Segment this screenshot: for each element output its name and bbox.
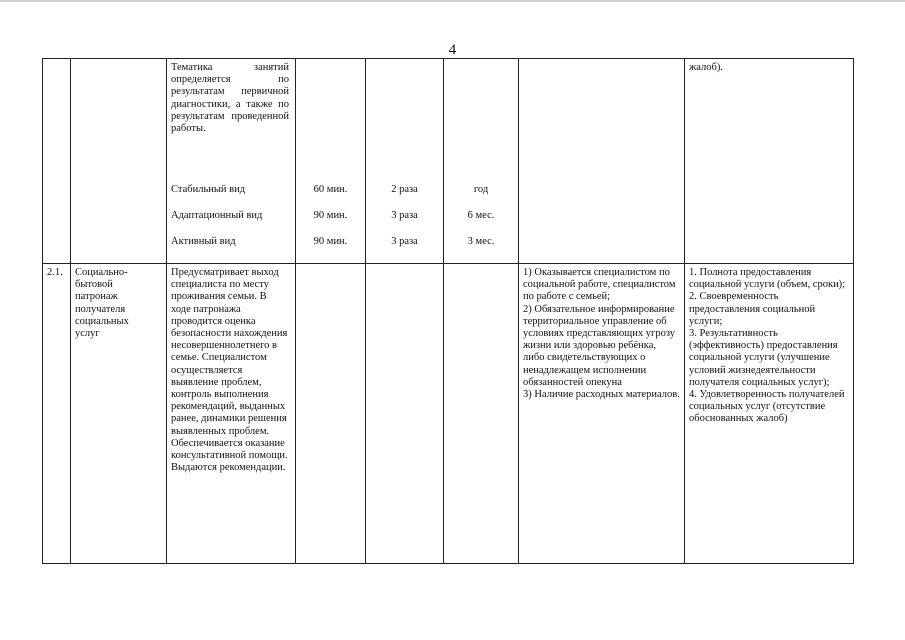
period-cell	[444, 59, 519, 264]
criteria-text: жалоб).	[689, 62, 723, 73]
duration-value: 90 мин.	[313, 236, 348, 247]
service-name-cell	[71, 59, 167, 264]
period-value: 3 мес.	[467, 236, 495, 247]
criteria-cell	[685, 59, 854, 264]
condition-item: 2) Обязательное информирование территориальное управление об условиях представляющих угрозу жизни или здоровью ребёнка, либо свидетельствующих о ненадлежащем исполнении обязанностей опекуна	[523, 303, 675, 388]
conditions-cell	[519, 264, 685, 564]
subrow-label: Адаптационный вид	[171, 210, 263, 221]
num-cell	[43, 59, 71, 264]
period-cell	[444, 264, 519, 564]
description-text: Тематика занятий определяется по результатам первичной диагностики, а также по результатам проведенной работы.	[171, 62, 289, 135]
criteria-item: 2. Своевременность предоставления социальной услуги;	[689, 291, 816, 327]
frequency-cell	[366, 59, 444, 264]
criteria-item: 1. Полнота предоставления социальной услуги (объем, сроки);	[689, 267, 846, 291]
service-name-cell	[71, 264, 167, 564]
num-cell: 2.1.	[43, 264, 71, 564]
description-cell	[167, 59, 296, 264]
criteria-item: 3. Результативность (эффективность) предоставления социальной услуги (улучшение условий жизнедеятельности получателя социальных услуг);	[689, 328, 838, 388]
duration-cell	[296, 264, 366, 564]
frequency-value: 3 раза	[391, 236, 418, 247]
conditions-cell	[519, 59, 685, 264]
criteria-cell	[685, 264, 854, 564]
subrow-label: Стабильный вид	[171, 184, 246, 195]
table-row	[43, 59, 854, 264]
condition-item: 3) Наличие расходных материалов.	[523, 389, 680, 401]
duration-cell	[296, 59, 366, 264]
page-number: 4	[448, 42, 457, 58]
duration-value: 60 мин.	[313, 184, 348, 195]
services-table	[42, 58, 854, 564]
duration-value: 90 мин.	[313, 210, 348, 221]
period-value: год	[473, 184, 489, 195]
description-cell	[167, 264, 296, 564]
frequency-value: 2 раза	[391, 184, 418, 195]
period-value: 6 мес.	[467, 210, 495, 221]
subrow-label: Активный вид	[171, 236, 236, 247]
scan-top-edge	[0, 0, 905, 2]
condition-item: 1) Оказывается специалистом по социальной работе, специалистом по работе с семьей;	[523, 267, 676, 303]
frequency-cell	[366, 264, 444, 564]
frequency-value: 3 раза	[391, 210, 418, 221]
service-name: Социально-бытовой патронаж получателя социальных услуг	[75, 267, 129, 340]
table-row	[43, 264, 854, 564]
description-text: Предусматривает выход специалиста по месту проживания семьи. В ходе патронажа проводится оценка безопасности нахождения несовершеннолетнего в семье. Специалистом осуществляется выявление проблем, контроль выполнения рекомендаций, выданных ранее, динамики решения выявленных проблем. Обеспечивается оказание консультативной помощи. Выдаются рекомендации.	[171, 267, 288, 474]
criteria-item: 4. Удовлетворенность получателей социальных услуг (отсутствие обоснованных жалоб)	[689, 389, 845, 425]
